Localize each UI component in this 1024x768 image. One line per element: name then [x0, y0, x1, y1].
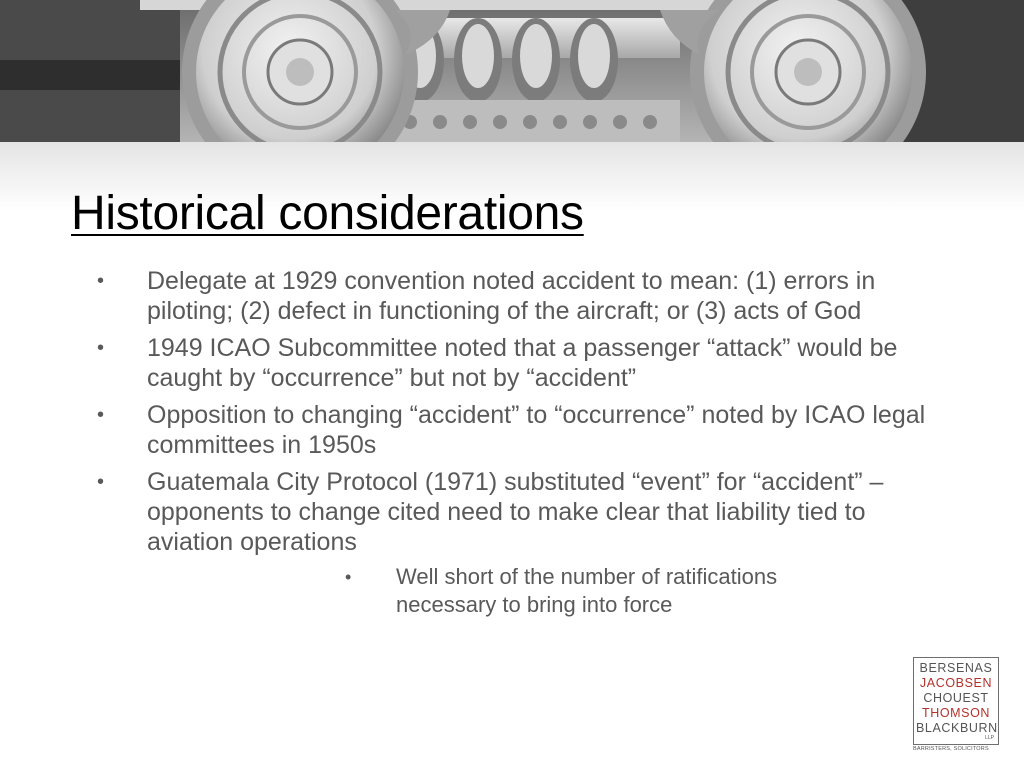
bullet-item — [0, 400, 1024, 460]
logo-line-jacobsen: JACOBSEN — [919, 676, 993, 690]
logo-line-chouest: CHOUEST — [923, 691, 989, 705]
bullet-list — [0, 266, 1024, 619]
bullet-icon: • — [97, 471, 105, 493]
sub-bullet-item — [147, 563, 948, 619]
bullet-text: Opposition to changing “accident” to “occurrence” noted by ICAO legal committees in 1950s — [147, 401, 926, 459]
logo-line-blackburn: BLACKBURN — [916, 721, 998, 735]
bullet-icon: • — [97, 404, 105, 426]
header-banner-image — [0, 0, 1024, 142]
sub-bullet-text: Well short of the number of ratifications necessary to bring into force — [396, 564, 778, 617]
bullet-icon: • — [97, 270, 105, 292]
ionic-column-photo — [0, 0, 1024, 142]
logo-line-bersenas: BERSENAS — [919, 661, 993, 675]
page-title: Historical considerations — [71, 187, 584, 240]
bullet-item — [0, 467, 1024, 619]
sub-bullet-list — [147, 563, 948, 619]
logo-line-thomson: THOMSON — [921, 706, 991, 720]
logo-box — [913, 657, 999, 745]
firm-logo — [913, 657, 999, 753]
bullet-text: Guatemala City Protocol (1971) substituted “event” for “accident” – opponents to change cited need to make clear that liability tied to aviation operations — [147, 468, 884, 556]
bullet-text: Delegate at 1929 convention noted accident to mean: (1) errors in piloting; (2) defect in functioning of the aircraft; or (3) acts of God — [147, 267, 876, 325]
sub-bullet-icon: • — [345, 567, 352, 587]
bullet-text: 1949 ICAO Subcommittee noted that a passenger “attack” would be caught by “occurrence” but not by “accident” — [147, 334, 898, 392]
bullet-item — [0, 333, 1024, 393]
logo-llp: LLP — [985, 735, 994, 741]
bullet-item — [0, 266, 1024, 326]
bullet-icon: • — [97, 337, 105, 359]
logo-tagline: BARRISTERS, SOLICITORS — [913, 746, 989, 752]
slide-body — [0, 266, 1024, 626]
